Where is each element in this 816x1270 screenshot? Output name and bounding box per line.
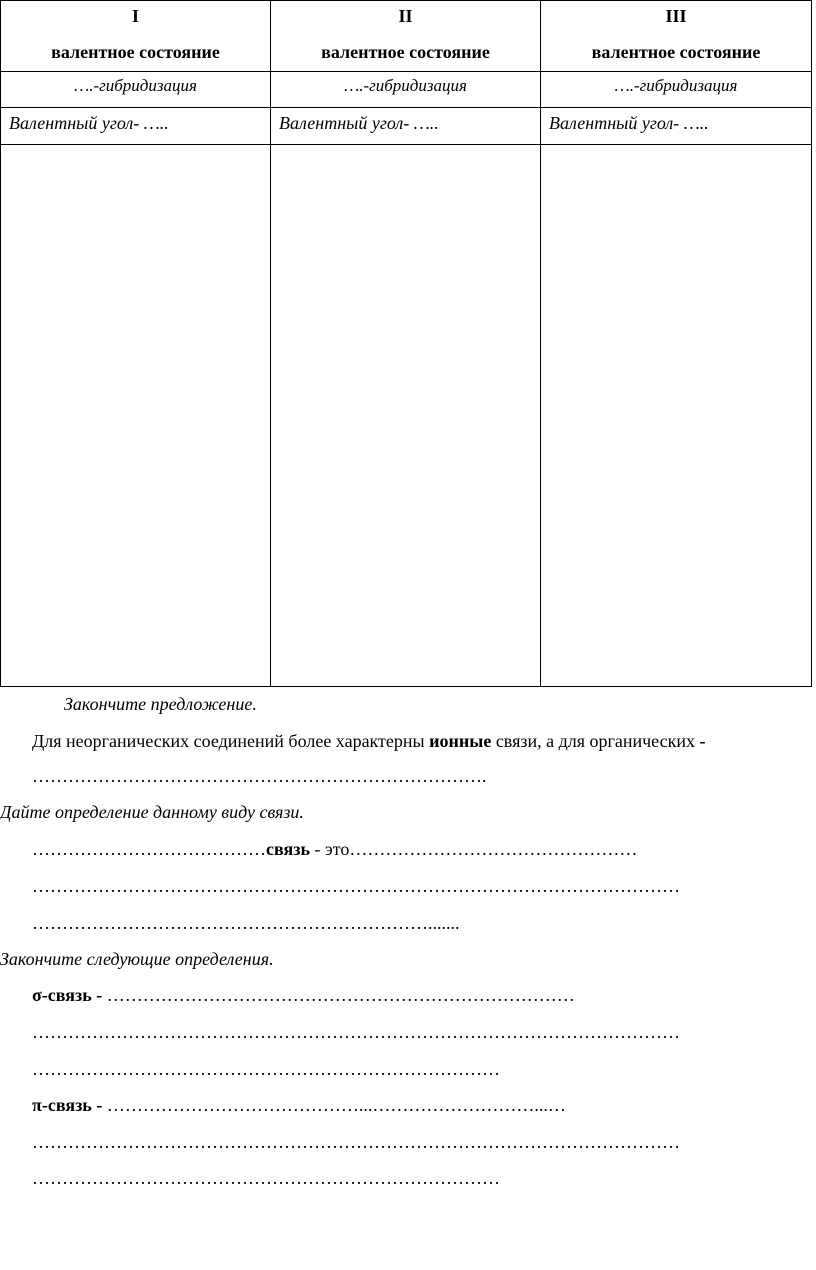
table-header-row [1,1,812,72]
sigma-line3[interactable]: …………………………………………………………………… [32,1059,500,1079]
pi-line1[interactable] [32,1093,566,1117]
bond-word: связь [266,839,310,859]
hybridization-cell: ….-гибридизация [271,72,541,108]
column-header [1,1,271,72]
hybridization-cell: ….-гибридизация [1,72,271,108]
fill-dots: …………………………………………………………………… [102,985,575,1005]
task2-instruction: Дайте определение данному виду связи. [0,802,304,822]
pi-bond-label: π-связь - [32,1095,103,1115]
fill-dots: ………………………………… [32,839,266,859]
column-header [271,1,541,72]
sigma-line2[interactable]: ……………………………………………………………………………………………… [32,1022,680,1042]
pi-line3[interactable]: …………………………………………………………………… [32,1168,500,1188]
column-state: валентное состояние [321,42,490,62]
drawing-cell[interactable] [1,145,271,687]
column-numeral: II [398,6,413,26]
task1-sentence [32,729,706,753]
sentence-dash: - [699,731,706,751]
sigma-bond-label: σ-связь - [32,985,103,1005]
angle-cell: Валентный угол- ….. [1,108,271,145]
sentence-text: Для неорганических соединений более характерны [32,731,430,751]
fill-dots: ………………………………………… [349,839,638,859]
hybridization-cell: ….-гибридизация [541,72,812,108]
pi-line2[interactable]: ……………………………………………………………………………………………… [32,1132,680,1152]
task3-instruction: Закончите следующие определения. [0,949,274,969]
drawing-row [1,145,812,687]
fill-dots: ……………………………………...………………………...… [102,1095,566,1115]
angle-cell: Валентный угол- ….. [541,108,812,145]
column-numeral: I [131,6,139,26]
task2-line1[interactable] [32,837,637,861]
drawing-cell[interactable] [271,145,541,687]
sigma-line1[interactable] [32,983,575,1007]
column-header [541,1,812,72]
drawing-cell[interactable] [541,145,812,687]
hybridization-row [1,72,812,108]
task1-fill-line[interactable]: …………………………………………………………………. [32,766,487,786]
sentence-text: связи, а для органических [491,731,700,751]
task2-line3[interactable]: …………………………………………………………....... [32,913,460,933]
column-numeral: III [665,6,687,26]
task1-instruction: Закончите предложение. [64,694,257,714]
column-state: валентное состояние [591,42,761,62]
angle-row [1,108,812,145]
angle-cell: Валентный угол- ….. [271,108,541,145]
column-state: валентное состояние [51,42,220,62]
task2-line2[interactable]: ……………………………………………………………………………………………… [32,876,680,896]
definition-text: - это [309,839,350,859]
sentence-bold-word: ионные [429,731,492,751]
